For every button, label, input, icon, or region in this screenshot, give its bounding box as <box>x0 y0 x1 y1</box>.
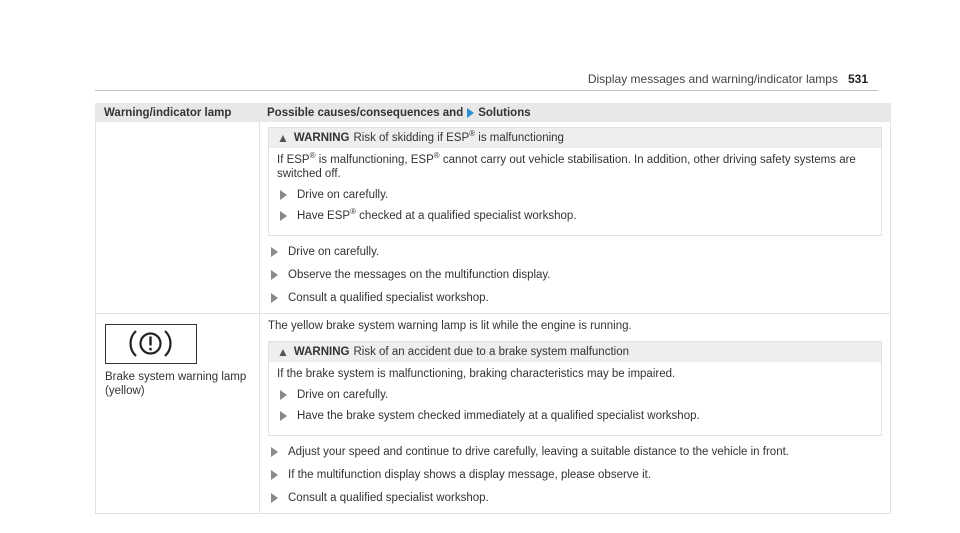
lamp-cell <box>96 122 260 313</box>
solution-step: Observe the messages on the multifunction display. <box>268 268 882 282</box>
warning-text: If ESP® is malfunctioning, ESP® cannot carry out vehicle stabilisation. In addition, other driving safety systems are switched off. <box>277 151 856 180</box>
header-rule <box>95 90 878 91</box>
table-row <box>95 314 891 514</box>
solution-steps <box>268 245 882 305</box>
warning-step: Drive on carefully. <box>277 188 873 202</box>
arrow-right-icon <box>280 211 287 221</box>
arrow-right-icon <box>271 447 278 457</box>
arrow-right-icon <box>280 390 287 400</box>
table-header <box>95 103 891 122</box>
col2-header-text: Possible causes/consequences and <box>267 106 464 119</box>
warning-box <box>268 127 882 236</box>
warning-body <box>269 148 881 235</box>
warning-title: Risk of an accident due to a brake system malfunction <box>353 346 629 358</box>
solution-step: If the multifunction display shows a display message, please observe it. <box>268 468 882 482</box>
brake-warning-lamp-icon <box>105 324 197 364</box>
warning-box <box>268 341 882 436</box>
warning-label: WARNING <box>293 346 350 358</box>
lamp-table <box>95 103 891 514</box>
solution-step: Drive on carefully. <box>268 245 882 259</box>
warning-header <box>269 128 881 148</box>
page-header <box>588 72 868 86</box>
warning-step: Drive on carefully. <box>277 388 873 402</box>
arrow-right-icon <box>280 190 287 200</box>
warning-triangle-icon: ▲ <box>277 131 289 145</box>
warning-body <box>269 362 881 435</box>
lamp-cell <box>96 314 260 513</box>
solution-step: Consult a qualified specialist workshop. <box>268 291 882 305</box>
solution-cell <box>260 122 890 313</box>
solution-steps <box>268 445 882 505</box>
arrow-right-icon <box>271 247 278 257</box>
arrow-right-icon <box>271 270 278 280</box>
table-row <box>95 122 891 314</box>
header-title: Display messages and warning/indicator lamps <box>587 72 838 86</box>
intro-text: The yellow brake system warning lamp is lit while the engine is running. <box>268 320 632 332</box>
page-number: 531 <box>847 72 868 86</box>
warning-label: WARNING <box>293 132 350 144</box>
arrow-right-icon <box>467 108 474 118</box>
arrow-right-icon <box>280 411 287 421</box>
solution-step: Consult a qualified specialist workshop. <box>268 491 882 505</box>
col2-header-solutions: Solutions <box>478 106 531 119</box>
solution-cell <box>260 314 890 513</box>
lamp-caption: Brake system warning lamp (yellow) <box>105 371 247 397</box>
warning-step: Have ESP® checked at a qualified specialist workshop. <box>277 209 873 223</box>
arrow-right-icon <box>271 470 278 480</box>
warning-title: Risk of skidding if ESP® is malfunctioning <box>353 129 564 144</box>
col2-header <box>259 107 891 119</box>
warning-header <box>269 342 881 362</box>
arrow-right-icon <box>271 293 278 303</box>
warning-text: If the brake system is malfunctioning, braking characteristics may be impaired. <box>277 368 676 380</box>
col1-header: Warning/indicator lamp <box>104 106 232 119</box>
warning-step: Have the brake system checked immediately at a qualified specialist workshop. <box>277 409 873 423</box>
arrow-right-icon <box>271 493 278 503</box>
solution-step: Adjust your speed and continue to drive carefully, leaving a suitable distance to the vehicle in front. <box>268 445 882 459</box>
warning-triangle-icon: ▲ <box>277 345 289 359</box>
